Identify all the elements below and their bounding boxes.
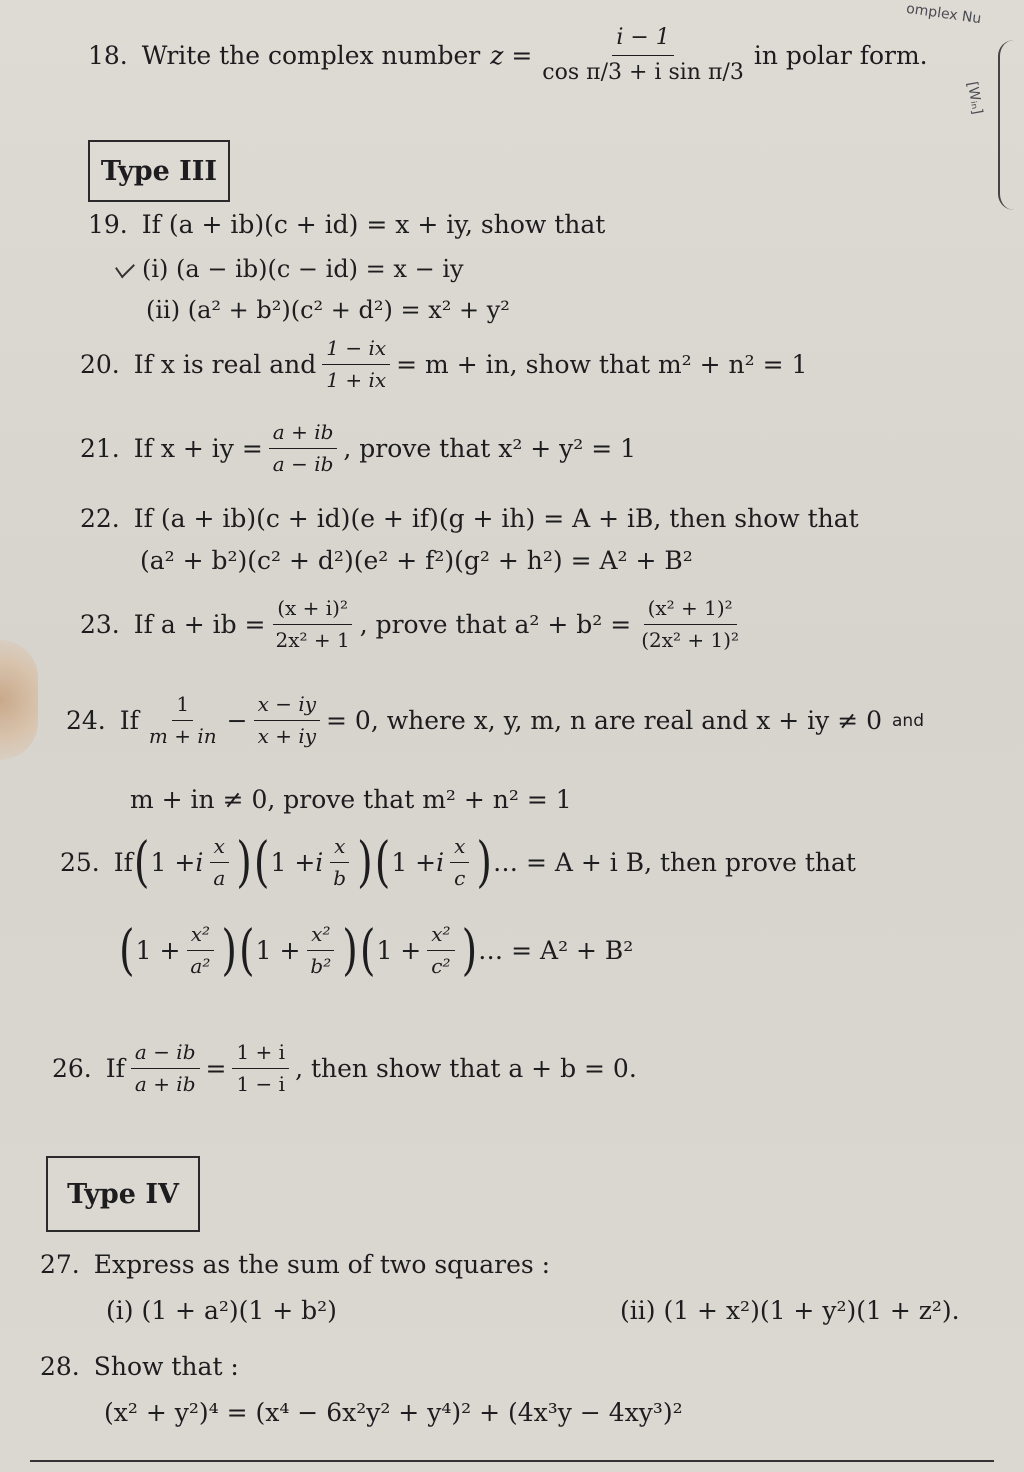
fraction-2 xyxy=(232,1040,289,1097)
numerator: i − 1 xyxy=(612,24,673,56)
paren-open: ( xyxy=(253,831,270,894)
fraction: $\frac{\text{x²}}{\text{b²}}$ xyxy=(306,922,335,979)
question-text: If xyxy=(119,706,139,735)
question-text: If a + ib = xyxy=(133,610,266,639)
question-tail: in polar form. xyxy=(753,40,928,70)
fraction xyxy=(322,336,390,393)
paren-close: ) xyxy=(461,919,478,982)
question-text: Express as the sum of two squares : xyxy=(93,1250,551,1279)
margin-note-side: [Wᵢₙ] xyxy=(963,80,986,116)
section-heading-type-3: Type III xyxy=(88,140,230,202)
fraction: $\frac{x}{a}$ xyxy=(209,834,229,891)
question-18 xyxy=(88,24,928,86)
denominator: x + iy xyxy=(257,724,317,748)
paren-open: ( xyxy=(119,919,135,982)
question-24-line-2: m + in ≠ 0, prove that m² + n² = 1 xyxy=(130,785,572,814)
question-tail: … = A + i B, then prove that xyxy=(493,848,856,877)
question-tail: , prove that x² + y² = 1 xyxy=(343,434,637,463)
fraction xyxy=(538,24,748,86)
fraction-2 xyxy=(254,692,320,749)
numerator: (x + i)² xyxy=(273,596,352,625)
question-tail: , then show that a + b = 0. xyxy=(295,1054,637,1083)
numerator: 1 − ix xyxy=(322,336,390,365)
question-tail: = 0, where x, y, m, n are real and x + iy ≠ 0 xyxy=(326,706,883,735)
paren-close: ) xyxy=(221,919,237,982)
paren-close: ) xyxy=(476,831,493,894)
check-mark-icon xyxy=(115,256,135,279)
numerator: 1 + i xyxy=(232,1040,289,1069)
question-28-equation: (x² + y²)⁴ = (x⁴ − 6x²y² + y⁴)² + (4x³y − 4xy³)² xyxy=(104,1398,683,1427)
question-number: 27. xyxy=(40,1250,80,1279)
question-19-part-i xyxy=(116,255,464,283)
paren-close: ) xyxy=(236,831,252,894)
numerator: 1 xyxy=(172,692,193,721)
question-text: If xyxy=(105,1054,125,1083)
fraction-2 xyxy=(637,596,743,653)
paren-open: ( xyxy=(374,831,391,894)
fraction: $\frac{x}{c}$ xyxy=(450,834,469,891)
question-number: 25. xyxy=(60,848,100,877)
question-27-part-ii: (ii) (1 + x²)(1 + y²)(1 + z²). xyxy=(620,1296,960,1325)
question-22-line-2: (a² + b²)(c² + d²)(e² + f²)(g² + h²) = A² + B² xyxy=(140,546,693,575)
question-22 xyxy=(80,504,859,533)
question-27 xyxy=(40,1250,550,1279)
lhs: z = xyxy=(490,40,533,70)
equals-sign: = xyxy=(205,1054,227,1083)
question-number: 23. xyxy=(80,610,120,639)
question-tail: … = A² + B² xyxy=(478,936,634,965)
question-number: 24. xyxy=(66,706,106,735)
fraction-1 xyxy=(131,1040,200,1097)
question-20 xyxy=(80,336,807,393)
question-number: 26. xyxy=(52,1054,92,1083)
question-number: 28. xyxy=(40,1352,80,1381)
section-heading-type-4: Type IV xyxy=(46,1156,200,1232)
question-number: 20. xyxy=(80,350,120,379)
question-text: If x is real and xyxy=(133,350,317,379)
numerator: (x² + 1)² xyxy=(644,596,737,625)
denominator: 1 − i xyxy=(236,1072,286,1096)
paren-open: ( xyxy=(238,919,255,982)
fraction: $\frac{\text{x²}}{\text{c²}}$ xyxy=(427,922,454,979)
numerator: x − iy xyxy=(254,692,320,721)
question-23 xyxy=(80,596,749,653)
margin-note-top: omplex Nu xyxy=(905,0,983,28)
question-text: If (a + ib)(c + id)(e + if)(g + ih) = A + iB, then show that xyxy=(133,504,859,533)
question-25: 25. If ( 1 + i $\frac{x}{a}$ ) ( 1 + i $\frac{x}{b}$ ) ( 1 + i $\frac{x}{c}$ ) … = A + i B, then prove that xyxy=(60,831,856,894)
question-text: Write the complex number xyxy=(141,40,481,70)
question-number: 22. xyxy=(80,504,120,533)
numerator: a − ib xyxy=(131,1040,200,1069)
fraction-1 xyxy=(271,596,353,653)
minus-sign: − xyxy=(226,706,248,735)
thumb-shadow xyxy=(0,640,38,760)
fraction: $\frac{x}{b}$ xyxy=(329,834,350,891)
question-text: If x + iy = xyxy=(133,434,263,463)
question-19-part-ii: (ii) (a² + b²)(c² + d²) = x² + y² xyxy=(146,296,510,324)
bottom-divider xyxy=(30,1460,994,1462)
question-19 xyxy=(88,210,605,239)
denominator: a + ib xyxy=(134,1072,196,1096)
denominator: a − ib xyxy=(272,452,334,476)
question-tail: = m + in, show that m² + n² = 1 xyxy=(396,350,808,379)
denominator: 1 + ix xyxy=(326,368,387,392)
question-24 xyxy=(66,692,924,749)
question-text: If (a + ib)(c + id) = x + iy, show that xyxy=(141,210,606,239)
question-25-line-2: ( 1 + $\frac{\text{x²}}{\text{a²}}$ ) ( 1 + $\frac{\text{x²}}{\text{b²}}$ ) ( 1 + $\frac{\text{x²}}{\text{c²}}$ ) … = A² + B² xyxy=(119,919,634,982)
fraction: $\frac{\text{x²}}{\text{a²}}$ xyxy=(186,922,214,979)
question-number: 18. xyxy=(88,40,128,70)
part-text: (i) (a − ib)(c − id) = x − iy xyxy=(142,255,464,283)
denominator: cos π/3 + i sin π/3 xyxy=(542,59,744,85)
fraction xyxy=(269,420,338,477)
question-26 xyxy=(52,1040,637,1097)
question-text: Show that : xyxy=(93,1352,239,1381)
handwritten-and: and xyxy=(892,710,924,731)
paren-open: ( xyxy=(133,831,150,894)
question-28 xyxy=(40,1352,239,1381)
numerator: a + ib xyxy=(269,420,338,449)
page-edge-tab xyxy=(998,40,1024,210)
fraction-1 xyxy=(145,692,221,749)
paren-close: ) xyxy=(357,831,373,894)
denominator: (2x² + 1)² xyxy=(641,628,740,652)
question-number: 21. xyxy=(80,434,120,463)
question-number: 19. xyxy=(88,210,128,239)
paren-open: ( xyxy=(359,919,376,982)
question-mid: , prove that a² + b² = xyxy=(359,610,632,639)
paren-close: ) xyxy=(342,919,358,982)
question-27-part-i: (i) (1 + a²)(1 + b²) xyxy=(106,1296,337,1325)
denominator: 2x² + 1 xyxy=(275,628,350,652)
question-text: If xyxy=(113,848,133,877)
question-21 xyxy=(80,420,636,477)
denominator: m + in xyxy=(148,724,217,748)
